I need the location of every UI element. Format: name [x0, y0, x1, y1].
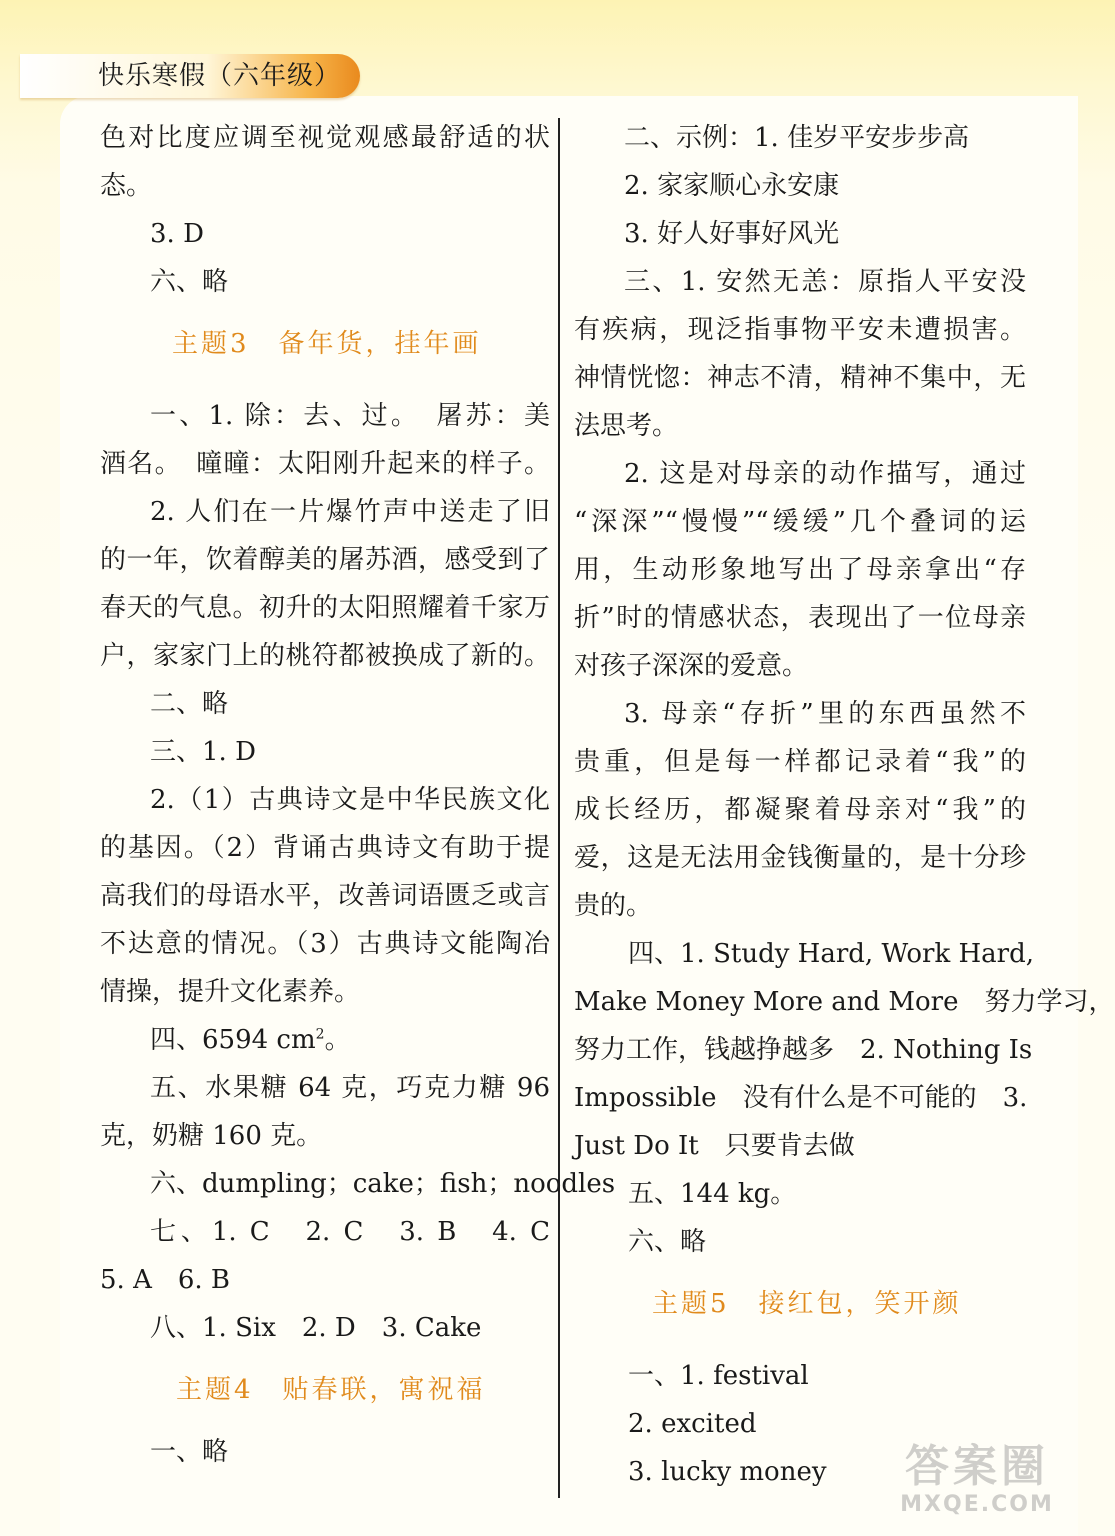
text-line: 态。 [100, 171, 153, 201]
book-title: 快乐寒假（六年级） [98, 61, 342, 91]
text-line: 春天的气息。初升的太阳照耀着千家万 [100, 593, 550, 623]
text-line: 爱，这是无法用金钱衡量的，是十分珍 [574, 843, 1026, 873]
text-line: 神情恍惚：神志不清，精神不集中，无 [574, 363, 1026, 393]
text-line: 一、1. 除：去、过。 屠苏：美 [150, 401, 550, 431]
text-line: 对孩子深深的爱意。 [574, 651, 809, 681]
text-line: 3. 母亲“存折”里的东西虽然不 [624, 699, 1026, 729]
text-line: 成长经历，都凝聚着母亲对“我”的 [574, 795, 1026, 825]
area-value: 四、6594 cm [150, 1025, 316, 1055]
text-line: 2. 家家顺心永安康 [624, 171, 840, 201]
text-line: 2. 人们在一片爆竹声中送走了旧 [150, 497, 550, 527]
text-line: 2. excited [628, 1409, 757, 1439]
text-line: 户，家家门上的桃符都被换成了新的。 [100, 641, 550, 671]
text-line: 六、略 [628, 1227, 707, 1257]
text-line: 的基因。（2）背诵古典诗文有助于提 [100, 833, 550, 863]
area-end: 。 [324, 1025, 351, 1055]
area-answer [100, 1016, 550, 1064]
text-line: 克，奶糖 160 克。 [100, 1121, 323, 1151]
text-line: Impossible 没有什么是不可能的 3. [574, 1083, 1028, 1113]
text-line: 3. 好人好事好风光 [624, 219, 840, 249]
text-line: 5. A 6. B [100, 1265, 231, 1295]
text-line: 高我们的母语水平，改善词语匮乏或言 [100, 881, 550, 911]
text-line: 七、1. C 2. C 3. B 4. C [150, 1217, 550, 1247]
site-watermark [872, 1432, 1082, 1528]
text-line: 五、144 kg。 [628, 1179, 797, 1209]
section-heading-3: 主题3 备年货，挂年画 [172, 329, 482, 359]
text-line: 三、1. D [150, 737, 256, 767]
text-line: 五、水果糖 64 克，巧克力糖 96 [150, 1073, 550, 1103]
section-heading-5: 主题5 接红包，笑开颜 [652, 1289, 962, 1319]
text-line: 3. D [150, 219, 204, 249]
text-line: 2. 这是对母亲的动作描写，通过 [624, 459, 1026, 489]
text-line: 用，生动形象地写出了母亲拿出“存 [574, 555, 1026, 585]
text-line: 有疾病，现泛指事物平安未遭损害。 [574, 315, 1026, 345]
text-line: 的一年，饮着醇美的屠苏酒，感受到了 [100, 545, 550, 575]
right-column [574, 114, 1115, 1496]
text-line: 一、略 [150, 1437, 229, 1467]
text-line: 二、略 [150, 689, 229, 719]
text-line: 二、示例：1. 佳岁平安步步高 [624, 123, 970, 153]
text-line: 2.（1）古典诗文是中华民族文化 [150, 785, 550, 815]
watermark-logo-text: 答案圈 [905, 1441, 1049, 1492]
text-line: 六、dumpling；cake；fish；noodles [150, 1169, 616, 1199]
text-line: 八、1. Six 2. D 3. Cake [150, 1313, 482, 1343]
text-line: 贵的。 [574, 891, 653, 921]
text-line: 色对比度应调至视觉观感最舒适的状 [100, 123, 550, 153]
text-line: Make Money More and More 努力学习， [574, 987, 1115, 1017]
text-line: “深深”“慢慢”“缓缓”几个叠词的运 [574, 507, 1026, 537]
text-line: 贵重，但是每一样都记录着“我”的 [574, 747, 1026, 777]
area-exponent: 2 [315, 1026, 325, 1043]
text-line: 一、1. festival [628, 1361, 809, 1391]
text-line: 3. lucky money [628, 1457, 827, 1487]
text-line: 四、1. Study Hard, Work Hard, [628, 939, 1035, 969]
text-line: Just Do It 只要肯去做 [574, 1131, 855, 1161]
text-line: 情操，提升文化素养。 [100, 977, 361, 1007]
column-divider [558, 118, 560, 1498]
text-line: 酒名。 曈曈：太阳刚升起来的样子。 [100, 449, 550, 479]
text-line: 六、略 [150, 267, 229, 297]
text-line: 三、1. 安然无恙：原指人平安没 [624, 267, 1026, 297]
section-heading-4: 主题4 贴春联，寓祝福 [176, 1375, 486, 1405]
watermark-domain: MXQE.COM [900, 1492, 1054, 1517]
text-line: 努力工作，钱越挣越多 2. Nothing Is [574, 1035, 1033, 1065]
text-line: 折”时的情感状态，表现出了一位母亲 [574, 603, 1026, 633]
text-line: 法思考。 [574, 411, 679, 441]
text-line: 不达意的情况。（3）古典诗文能陶冶 [100, 929, 550, 959]
